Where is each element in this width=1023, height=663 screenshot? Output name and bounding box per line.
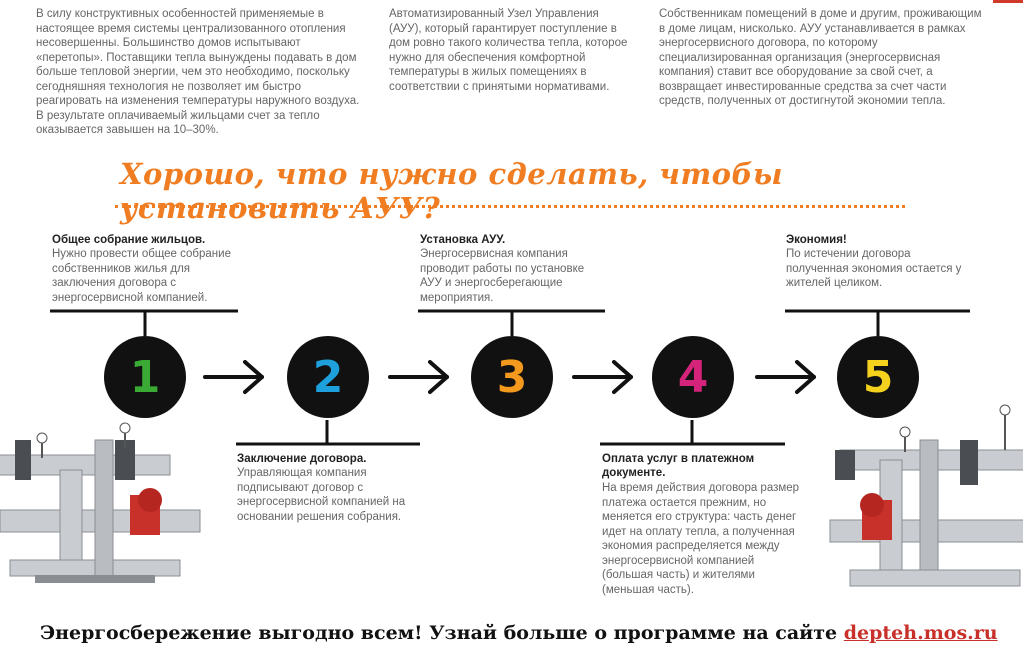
arrow-3-4-icon <box>574 362 631 392</box>
footer-site-link[interactable]: depteh.mos.ru <box>843 622 998 644</box>
step-2-number: 2 <box>312 351 344 403</box>
step-5-title: Экономия! <box>786 234 847 246</box>
intro-text-cost: Собственникам помещений в доме и другим, проживающим в доме лицам, нисколько. АУУ устанавливается в рамках энергосервисного договора, по которому специализированная организация (энергосервисная компания) ставит все оборудование за свой счет, а возвращает инвестированные средства за счет части средств, полученных от достигнутой экономии тепла. <box>659 8 982 107</box>
step-2-circle <box>287 336 369 418</box>
step-4-title: Оплата услуг в платежном документе. <box>602 453 755 479</box>
step-3-number: 3 <box>496 351 528 403</box>
step-1-circle <box>104 336 186 418</box>
pipe-unit-right-illustration <box>830 405 1023 586</box>
step-3-description: Энергосервисная компания проводит работы по установке АУУ и энергосберегающие мероприятия. <box>420 248 585 304</box>
step-4-number: 4 <box>677 351 709 403</box>
footer-text: Энергосбережение выгодно всем! Узнай больше о программе на сайте <box>40 622 844 644</box>
step-1-number: 1 <box>129 351 161 403</box>
step-3-circle <box>471 336 553 418</box>
step-2-title: Заключение договора. <box>237 453 367 465</box>
step-5-number: 5 <box>862 351 894 403</box>
footer-banner <box>40 622 1000 644</box>
intro-text-problem: В силу конструктивных особенностей применяемые в настоящее время системы централизованного отопления несовершенны. Большинство домов испытывают «перетопы». Поставщики тепла вынуждены подавать в дом больше тепловой энергии, чем это необходимо, поскольку сегодняшняя технология не позволяет им быстро реагировать на изменения температуры наружного воздуха. В результате оплачиваемый жильцами счет за тепло оказывается завышен на 10–30%. <box>36 8 360 136</box>
step-4-description: На время действия договора размер платежа остается прежним, но меняется его структура: часть денег идет на оплату тепла, а полученная экономия распределяется между энергосервисной компанией (большая часть) и жителями (меньшая часть). <box>602 482 800 596</box>
section-heading: Хорошо, что нужно сделать, чтобы установить АУУ? <box>120 157 783 225</box>
arrow-1-2-icon <box>205 362 262 392</box>
step-5-circle <box>837 336 919 418</box>
step-2-description: Управляющая компания подписывают договор с энергосервисной компанией на основании решения собрания. <box>237 467 406 523</box>
step-1-title: Общее собрание жильцов. <box>52 234 206 246</box>
step-5-description: По истечении договора полученная экономия остается у жителей целиком. <box>786 248 962 289</box>
step-3-title: Установка АУУ. <box>420 234 506 246</box>
pipe-unit-left-illustration <box>0 423 200 583</box>
arrow-4-5-icon <box>757 362 814 392</box>
arrow-2-3-icon <box>390 362 447 392</box>
step-1-description: Нужно провести общее собрание собственников жилья для заключения договора с энергосервисной компанией. <box>52 248 231 304</box>
step-4-circle <box>652 336 734 418</box>
intro-text-solution: Автоматизированный Узел Управления (АУУ), который гарантирует поступление в дом ровно такого количества тепла, которое нужно для обеспечения комфортной температуры в жилых помещениях в соответствии с принятыми нормативами. <box>389 8 628 93</box>
